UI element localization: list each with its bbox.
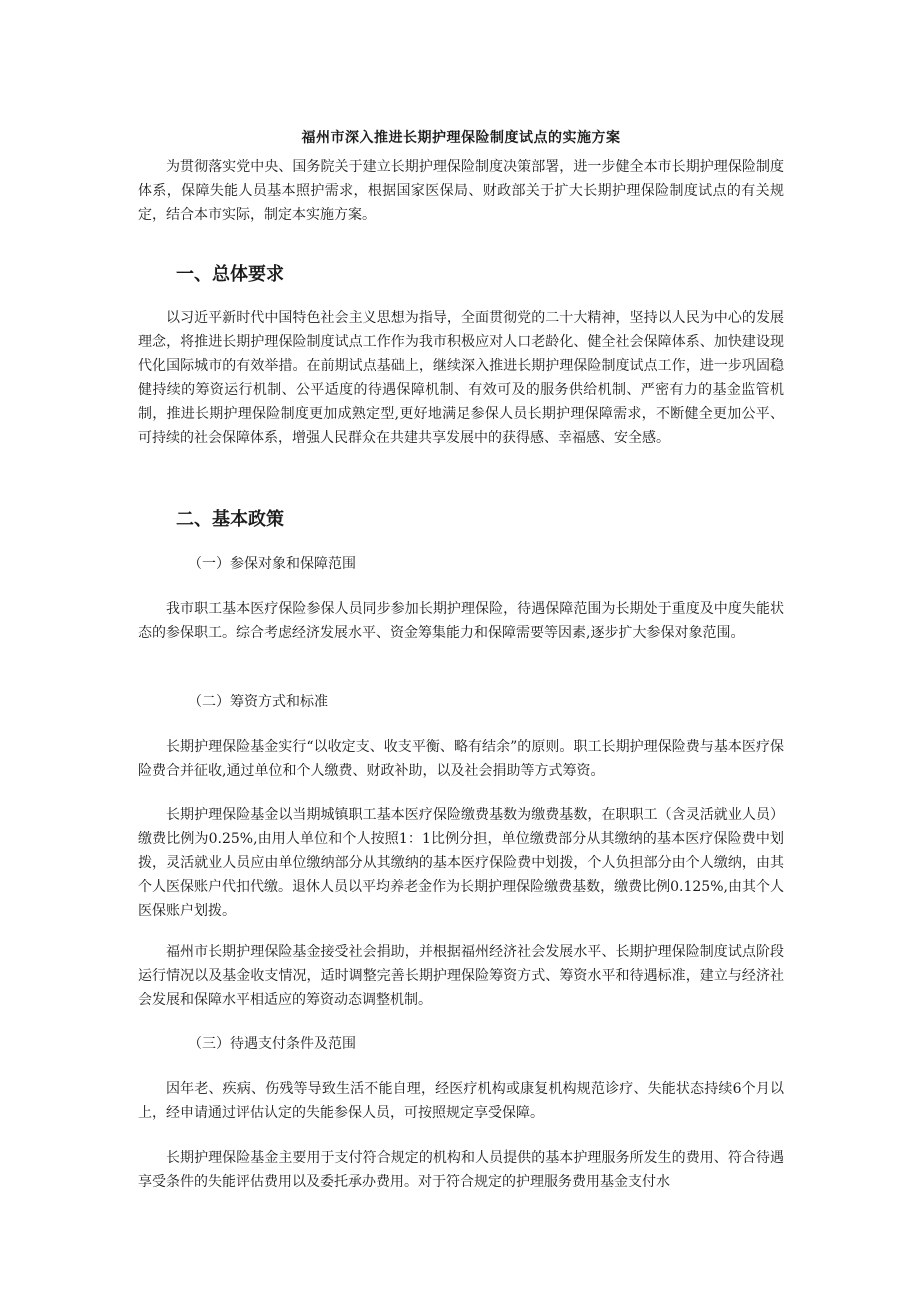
subheading-coverage: （一）参保对象和保障范围 bbox=[188, 556, 356, 572]
general-requirements-paragraph: 以习近平新时代中国特色社会主义思想为指导，全面贯彻党的二十大精神，坚持以人民为中心的发展理念，将推进长期护理保险制度试点工作作为我市积极应对人口老龄化、健全社会保障体系、加快建设现代化国际城市的有效举措。在前期试点基础上，继续深入推进长期护理保险制度试点工作，进一步巩固稳健持续的筹资运行机制、公平适度的待遇保障机制、有效可及的服务供给机制、严密有力的基金监管机制，推进长期护理保险制度更加成熟定型,更好地满足参保人员长期护理保障需求，不断健全更加公平、可持续的社会保障体系，增强人民群众在共建共享发展中的获得感、幸福感、安全感。 bbox=[138, 310, 784, 446]
benefits-paragraph-2: 长期护理保险基金主要用于支付符合规定的机构和人员提供的基本护理服务所发生的费用、符合待遇享受条件的失能评估费用以及委托承办费用。对于符合规定的护理服务费用基金支付水 bbox=[138, 1150, 784, 1190]
funding-paragraph-3: 福州市长期护理保险基金接受社会捐助，并根据福州经济社会发展水平、长期护理保险制度试点阶段运行情况以及基金收支情况，适时调整完善长期护理保险筹资方式、筹资水平和待遇标准，建立与经济社会发展和保障水平相适应的筹资动态调整机制。 bbox=[138, 944, 784, 1008]
section-heading-basic-policy: 二、基本政策 bbox=[176, 509, 284, 530]
funding-paragraph-1: 长期护理保险基金实行“以收定支、收支平衡、略有结余”的原则。职工长期护理保险费与基本医疗保险费合并征收,通过单位和个人缴费、财政补助，以及社会捐助等方式筹资。 bbox=[138, 739, 784, 779]
intro-paragraph: 为贯彻落实党中央、国务院关于建立长期护理保险制度决策部署，进一步健全本市长期护理保险制度体系，保障失能人员基本照护需求，根据国家医保局、财政部关于扩大长期护理保险制度试点的有关规定，结合本市实际，制定本实施方案。 bbox=[138, 159, 784, 223]
subheading-benefits: （三）待遇支付条件及范围 bbox=[188, 1036, 356, 1052]
section-heading-general-requirements: 一、总体要求 bbox=[176, 264, 284, 285]
document-title: 福州市深入推进长期护理保险制度试点的实施方案 bbox=[301, 130, 621, 147]
benefits-paragraph-1: 因年老、疾病、伤残等导致生活不能自理，经医疗机构或康复机构规范诊疗、失能状态持续6个月以上，经申请通过评估认定的失能参保人员，可按照规定享受保障。 bbox=[138, 1081, 784, 1121]
subheading-funding: （二）筹资方式和标准 bbox=[188, 694, 328, 710]
coverage-paragraph: 我市职工基本医疗保险参保人员同步参加长期护理保险，待遇保障范围为长期处于重度及中度失能状态的参保职工。综合考虑经济发展水平、资金筹集能力和保障需要等因素,逐步扩大参保对象范围。 bbox=[138, 601, 784, 641]
funding-paragraph-2: 长期护理保险基金以当期城镇职工基本医疗保险缴费基数为缴费基数，在职职工（含灵活就业人员）缴费比例为0.25%,由用人单位和个人按照1：1比例分担，单位缴费部分从其缴纳的基本医疗保险费中划拨，灵活就业人员应由单位缴纳部分从其缴纳的基本医疗保险费中划拨，个人负担部分由个人缴纳，由其个人医保账户代扣代缴。退休人员以平均养老金作为长期护理保险缴费基数，缴费比例0.125%,由其个人医保账户划拨。 bbox=[138, 807, 784, 919]
